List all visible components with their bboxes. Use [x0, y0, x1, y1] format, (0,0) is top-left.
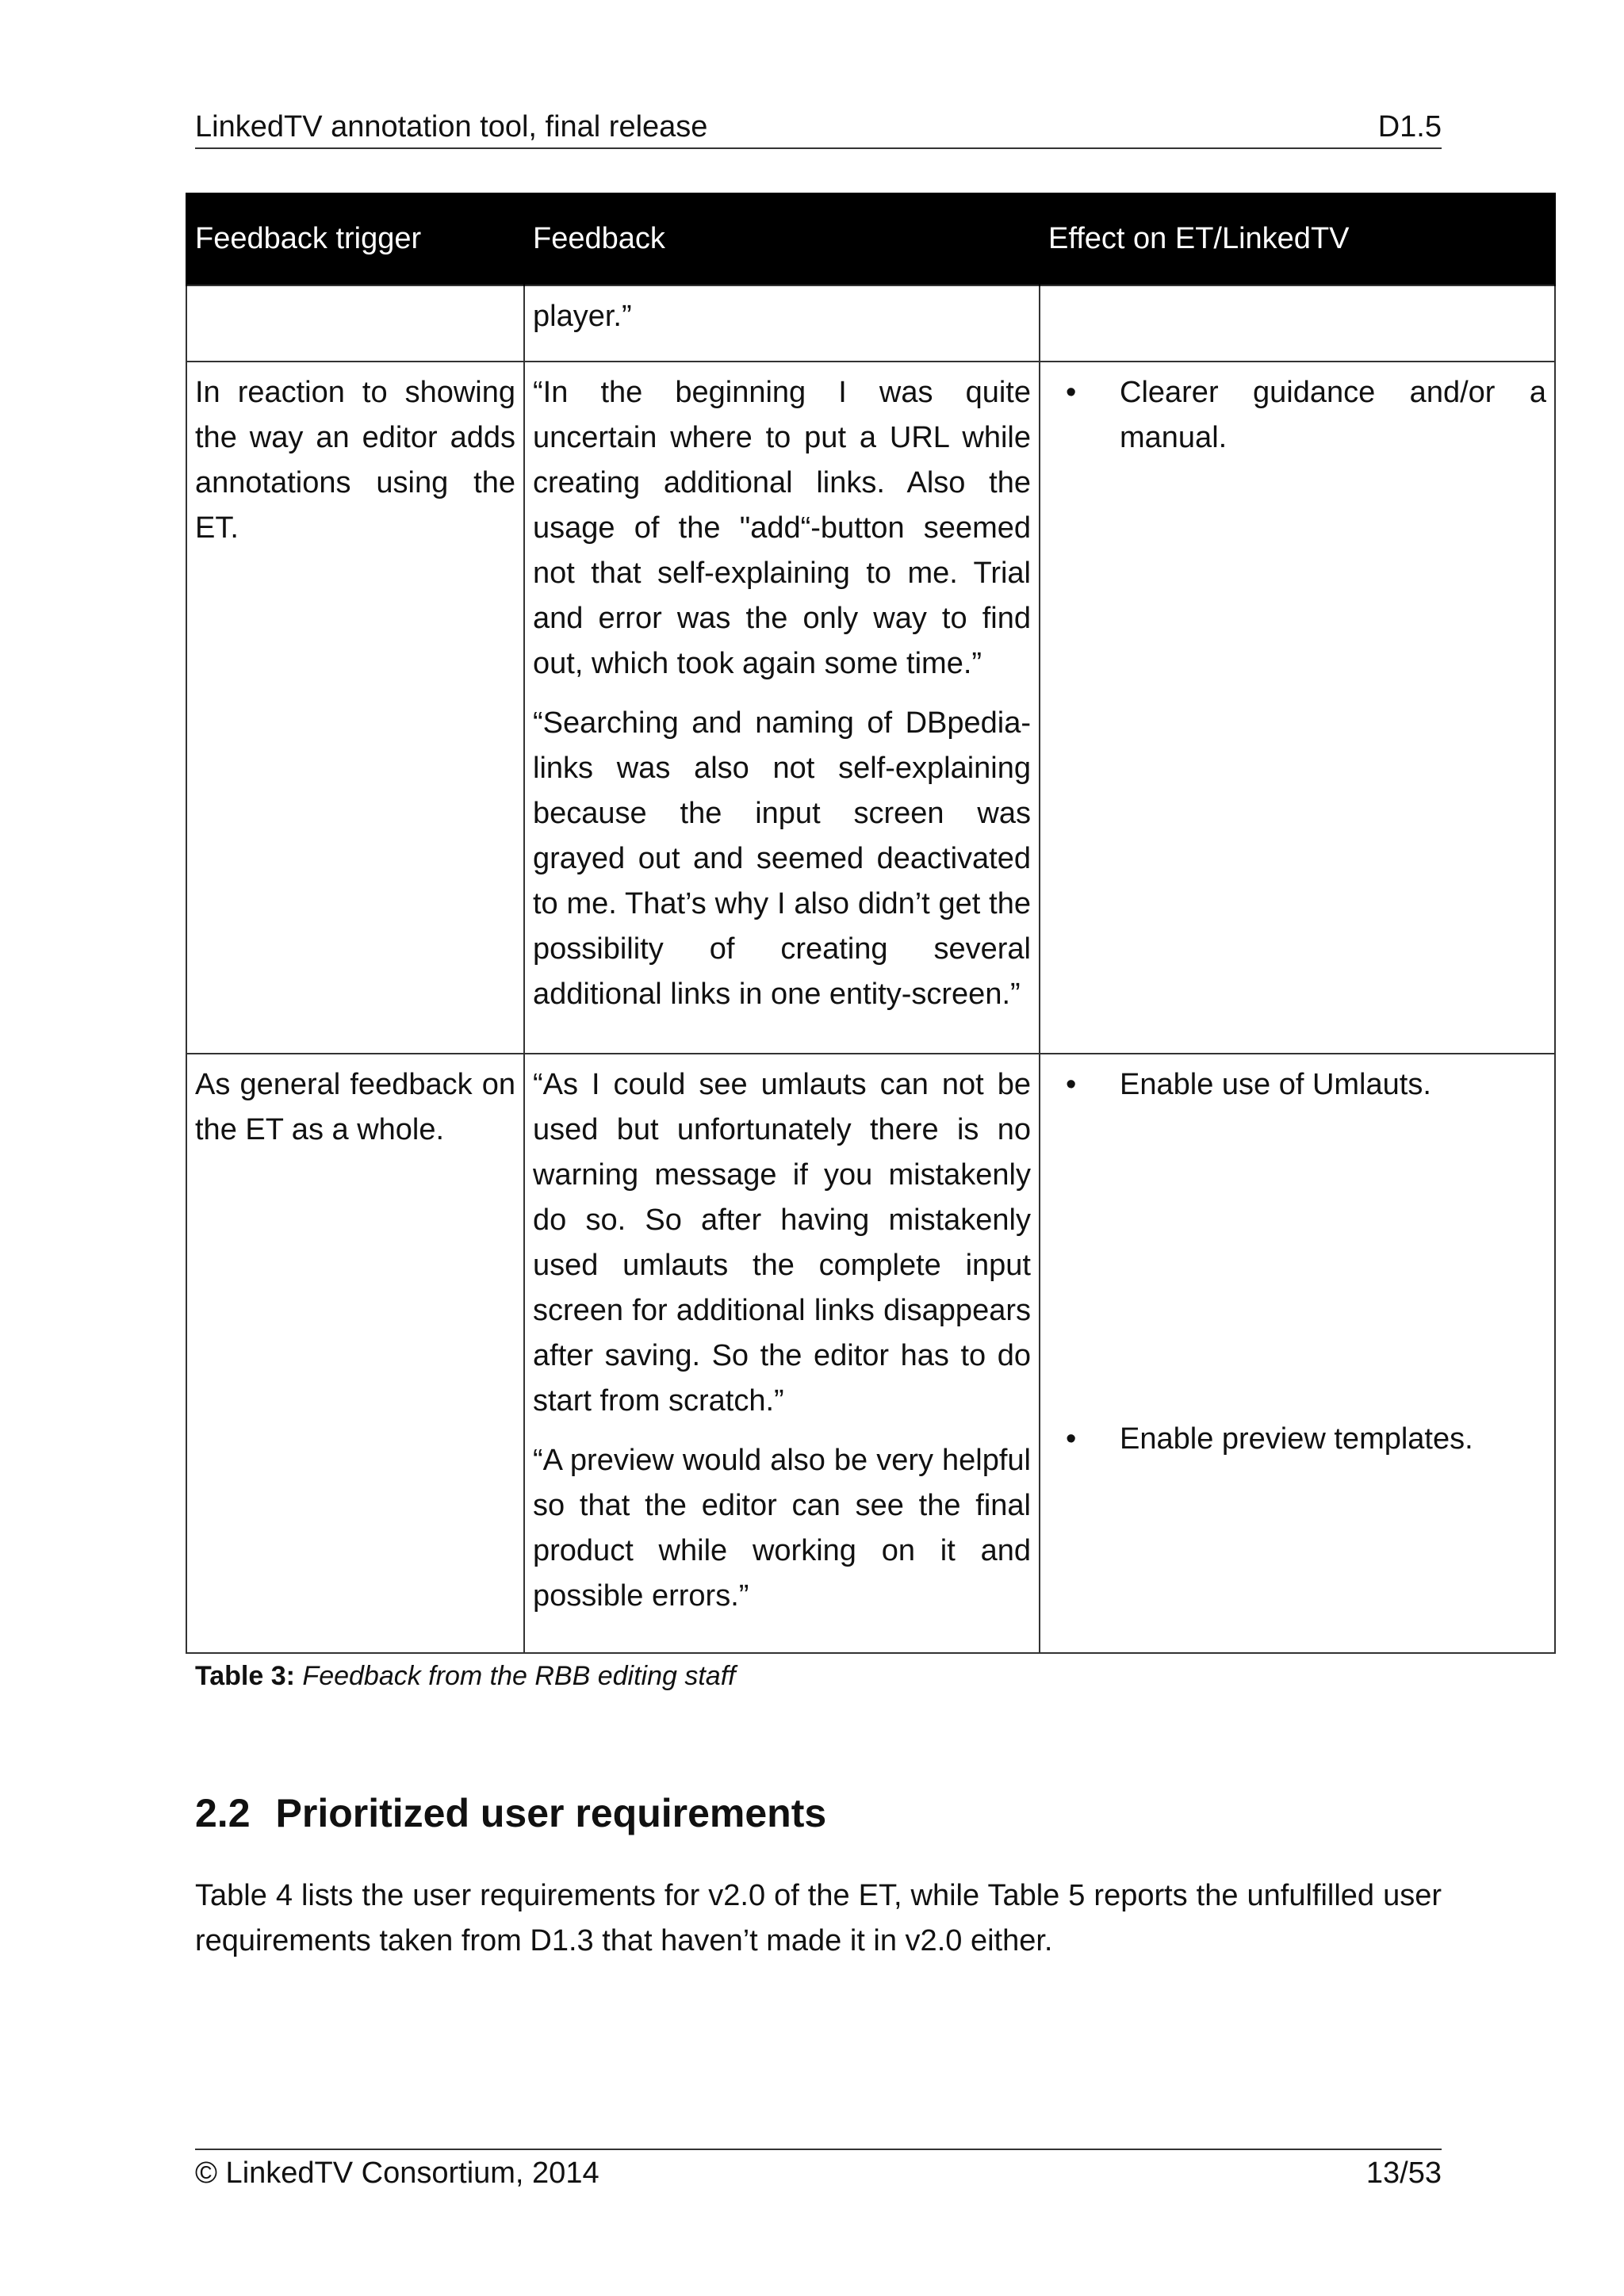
trigger-cell	[186, 285, 524, 362]
feedback-table	[186, 193, 1556, 1654]
column-header-trigger: Feedback trigger	[186, 193, 524, 285]
effect-cell	[1040, 285, 1555, 362]
section-body: Table 4 lists the user requirements for v2.0 of the ET, while Table 5 reports the unfulfilled user requirements taken from D1.3 that haven’t made it in v2.0 either.	[195, 1879, 1442, 1957]
caption-text: Feedback from the RBB editing staff	[302, 1661, 736, 1691]
column-header-effect: Effect on ET/LinkedTV	[1040, 193, 1555, 285]
effect-list	[1048, 1062, 1546, 1462]
feedback-quote: player.”	[533, 300, 632, 333]
feedback-cell	[524, 1054, 1040, 1653]
header-doc-id: D1.5	[1377, 110, 1442, 144]
section-number: 2.2	[195, 1791, 251, 1835]
page-footer	[195, 2149, 1442, 2191]
feedback-cell	[524, 285, 1040, 362]
page-number: 13/53	[1365, 2156, 1442, 2190]
effect-cell	[1040, 362, 1555, 1054]
footer-copyright: © LinkedTV Consortium, 2014	[195, 2156, 599, 2190]
effect-item: • Clearer guidance and/or a manual.	[1048, 370, 1546, 461]
table-caption	[195, 1661, 736, 1692]
feedback-quote: “As I could see umlauts can not be used but unfortunately there is no warning message if you mistakenly do so. So after having mistakenly used umlauts the complete input screen for additional links disappears after saving. So the editor has to do start from scratch.”	[533, 1068, 1031, 1418]
table-header-row	[186, 193, 1555, 285]
column-header-feedback: Feedback	[524, 193, 1040, 285]
section-title: Prioritized user requirements	[275, 1791, 827, 1835]
table-row	[186, 1054, 1555, 1653]
table-row	[186, 362, 1555, 1054]
section-heading	[195, 1790, 826, 1836]
feedback-quote: “Searching and naming of DBpedia-links was also not self-explaining because the input screen was grayed out and seemed deactivated to me. That’s why I also didn’t get the possibility of creating several additional links in one entity-screen.”	[533, 706, 1031, 1011]
page-header	[195, 111, 1442, 149]
trigger-cell	[186, 362, 524, 1054]
header-title: LinkedTV annotation tool, final release	[195, 110, 708, 144]
caption-label: Table 3:	[195, 1661, 295, 1691]
effect-item: • Enable preview templates.	[1048, 1417, 1546, 1462]
trigger-text: As general feedback on the ET as a whole.	[195, 1068, 515, 1146]
trigger-text: In reaction to showing the way an editor adds annotations using the ET.	[195, 376, 515, 545]
feedback-quote: “In the beginning I was quite uncertain where to put a URL while creating additional links. Also the usage of the "add“-button seemed not that self-explaining to me. Trial and error was the only way to find out, which took again some time.”	[533, 376, 1031, 680]
effect-item: • Enable use of Umlauts.	[1048, 1062, 1546, 1108]
trigger-cell	[186, 1054, 524, 1653]
effect-cell	[1040, 1054, 1555, 1653]
feedback-quote: “A preview would also be very helpful so that the editor can see the final product while working on it and possible errors.”	[533, 1444, 1031, 1613]
table-row	[186, 285, 1555, 362]
feedback-cell	[524, 362, 1040, 1054]
effect-list	[1048, 370, 1546, 461]
